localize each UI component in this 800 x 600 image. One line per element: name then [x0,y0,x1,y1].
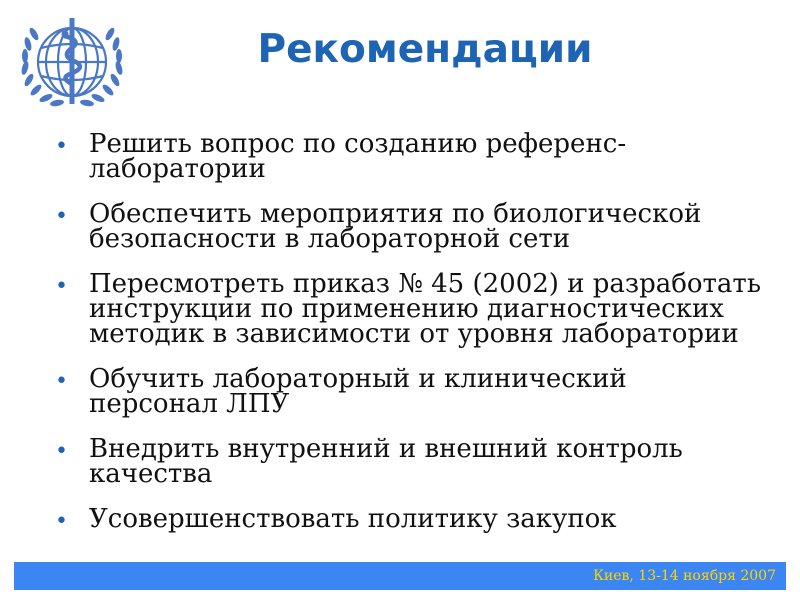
bullet-dot-icon: • [55,134,68,159]
bullet-line: безопасности в лабораторной сети [89,224,571,254]
footer-text: Киев, 13-14 ноября 2007 [593,568,776,584]
bullet-line: качества [89,459,213,489]
bullet-dot-icon: • [55,204,68,229]
bullet-item [55,269,795,349]
footer-bar [14,562,786,590]
who-emblem-icon [10,12,134,120]
bullet-line: Пересмотреть приказ № 45 (2002) и разработать [89,269,761,299]
bullet-dot-icon: • [55,274,68,299]
bullet-line: лаборатории [89,154,266,184]
bullet-line: персонал ЛПУ [89,389,290,419]
bullet-line: инструкции по применению диагностических [89,294,724,324]
bullet-item [55,129,795,184]
bullet-line: Усовершенствовать политику закупок [89,504,617,534]
bullet-line: Решить вопрос по созданию референс- [89,129,627,159]
bullet-line: Обеспечить мероприятия по биологической [89,199,702,229]
bullet-line: Обучить лабораторный и клинический [89,364,627,394]
bullet-dot-icon: • [55,509,68,534]
bullet-list [55,129,795,552]
bullet-item [55,364,795,419]
bullet-item [55,199,795,254]
slide-title: Рекомендации [257,27,593,72]
bullet-item [55,434,795,489]
bullet-dot-icon: • [55,439,68,464]
bullet-line: методик в зависимости от уровня лаборатории [89,319,739,349]
bullet-line: Внедрить внутренний и внешний контроль [89,434,683,464]
bullet-dot-icon: • [55,369,68,394]
bullet-item [55,504,795,534]
